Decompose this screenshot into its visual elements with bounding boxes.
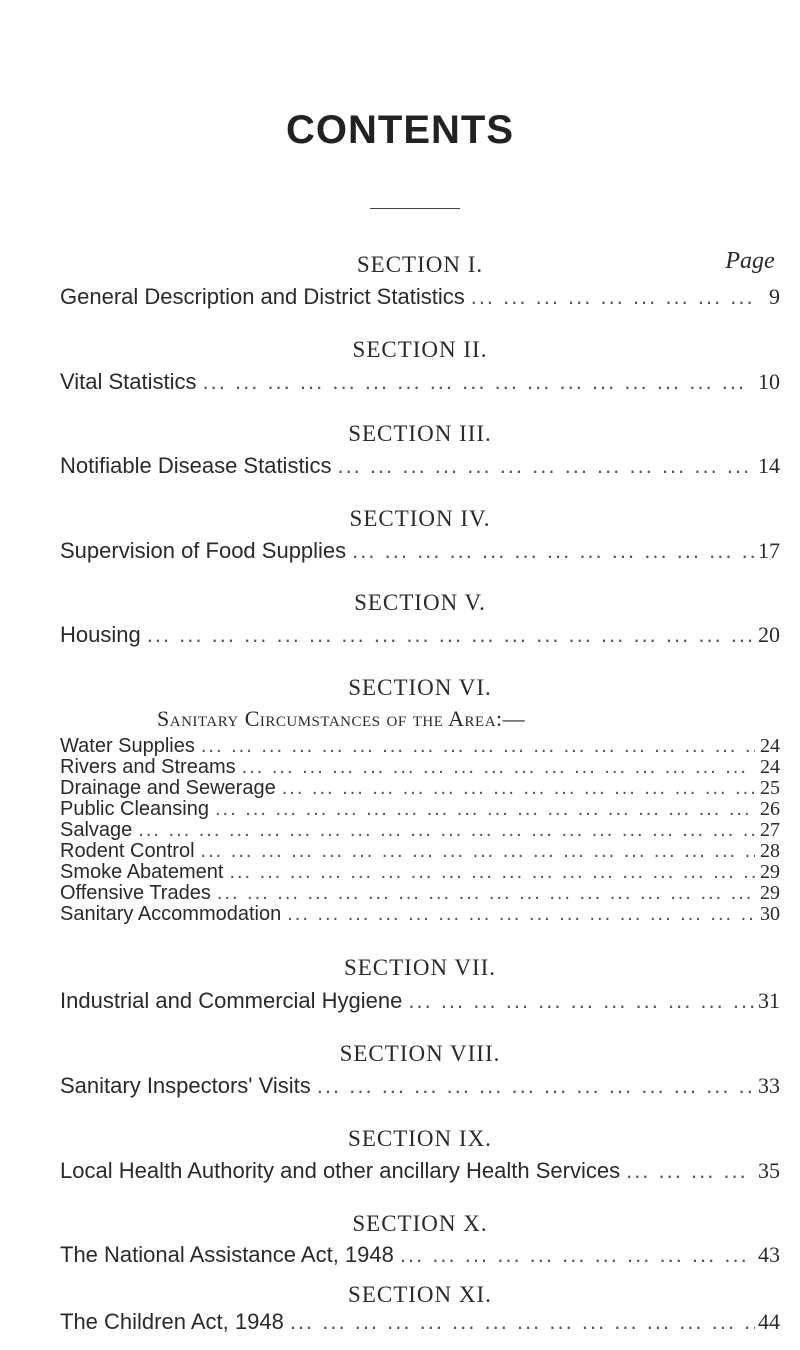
dot-leader [471, 284, 755, 310]
toc-page-number: 14 [758, 453, 780, 478]
dot-leader [287, 904, 755, 924]
toc-page-number: 20 [758, 622, 780, 647]
toc-entry-label: The National Assistance Act, 1948 [60, 1242, 394, 1267]
dot-leader [282, 778, 755, 798]
toc-entry[interactable] [60, 1309, 780, 1335]
dot-leader [290, 1309, 755, 1335]
toc-entry-label: Offensive Trades [60, 882, 211, 904]
dot-leader [147, 622, 755, 648]
toc-entry[interactable] [60, 369, 780, 395]
toc-page-number: 35 [758, 1158, 780, 1183]
toc-entry[interactable] [60, 756, 780, 778]
toc-entry[interactable] [60, 798, 780, 820]
toc-page-number: 28 [760, 840, 780, 862]
toc-entry-label: Rodent Control [60, 840, 195, 862]
dot-leader [201, 736, 755, 756]
title-divider [370, 208, 460, 209]
toc-entry[interactable] [60, 903, 780, 925]
toc-page-number: 30 [760, 903, 780, 925]
toc-entry[interactable] [60, 861, 780, 883]
section-heading: SECTION VII. [343, 955, 497, 980]
dot-leader [203, 369, 755, 395]
toc-entry-label: General Description and District Statistics [60, 284, 465, 309]
toc-page-number: 9 [769, 284, 780, 309]
toc-entry[interactable] [60, 453, 780, 479]
toc-page-number: 31 [758, 988, 780, 1013]
toc-entry[interactable] [60, 538, 780, 564]
toc-page-number: 10 [758, 369, 780, 394]
section-subheading-text: Sanitary Circumstances of the Area:— [157, 706, 526, 731]
page-title: CONTENTS [286, 108, 514, 152]
dot-leader [215, 799, 755, 819]
toc-page-number: 33 [758, 1073, 780, 1098]
dot-leader [201, 841, 755, 861]
toc-entry[interactable] [60, 1242, 780, 1268]
toc-page-number: 25 [760, 777, 780, 799]
toc-entry[interactable] [60, 1073, 780, 1099]
toc-page-number: 29 [760, 861, 780, 883]
section-heading: SECTION VIII. [339, 1041, 501, 1066]
section-heading: SECTION IV. [349, 506, 491, 531]
section-heading: SECTION II. [352, 337, 488, 362]
toc-entry-label: Housing [60, 622, 141, 647]
toc-entry[interactable] [60, 284, 780, 310]
toc-page-number: 27 [760, 819, 780, 841]
dot-leader [626, 1158, 755, 1184]
toc-entry-label: The Children Act, 1948 [60, 1309, 284, 1334]
toc-entry-label: Water Supplies [60, 735, 195, 757]
toc-page-number: 44 [758, 1309, 780, 1334]
section-heading: SECTION I. [356, 252, 484, 277]
dot-leader [337, 453, 755, 479]
dot-leader [408, 988, 755, 1014]
toc-entry-label: Vital Statistics [60, 369, 197, 394]
toc-page-number: 43 [758, 1242, 780, 1267]
toc-entry-label: Salvage [60, 819, 133, 841]
dot-leader [352, 538, 755, 564]
toc-entry-label: Local Health Authority and other ancillary Health Services [60, 1158, 621, 1183]
dot-leader [317, 1073, 755, 1099]
dot-leader [138, 820, 755, 840]
toc-page-number: 17 [758, 538, 780, 563]
section-heading: SECTION XI. [348, 1282, 492, 1307]
toc-entry[interactable] [60, 622, 780, 648]
dot-leader [242, 757, 755, 777]
toc-entry[interactable] [60, 819, 780, 841]
toc-entry[interactable] [60, 777, 780, 799]
toc-entry-label: Smoke Abatement [60, 861, 224, 883]
toc-entry-label: Drainage and Sewerage [60, 777, 276, 799]
section-heading: SECTION VI. [348, 675, 492, 700]
section-heading: SECTION X. [352, 1211, 488, 1236]
toc-entry-label: Rivers and Streams [60, 756, 236, 778]
dot-leader [229, 862, 755, 882]
section-heading: SECTION IX. [348, 1126, 492, 1151]
toc-page-number: 24 [760, 756, 780, 778]
toc-page-number: 26 [760, 798, 780, 820]
toc-entry-label: Public Cleansing [60, 798, 209, 820]
toc-page-number: 29 [760, 882, 780, 904]
toc-entry[interactable] [60, 840, 780, 862]
toc-entry[interactable] [60, 1158, 780, 1184]
dot-leader [217, 883, 755, 903]
dot-leader [400, 1242, 755, 1268]
toc-entry[interactable] [60, 882, 780, 904]
toc-entry-label: Industrial and Commercial Hygiene [60, 988, 403, 1013]
toc-entry-label: Sanitary Inspectors' Visits [60, 1073, 311, 1098]
toc-entry-label: Sanitary Accommodation [60, 903, 282, 925]
page-column-label: Page [725, 248, 775, 274]
toc-entry[interactable] [60, 735, 780, 757]
section-heading: SECTION V. [354, 590, 486, 615]
toc-page-number: 24 [760, 735, 780, 757]
toc-entry-label: Notifiable Disease Statistics [60, 453, 332, 478]
section-subheading [157, 706, 757, 732]
toc-entry-label: Supervision of Food Supplies [60, 538, 347, 563]
toc-entry[interactable] [60, 988, 780, 1014]
section-heading: SECTION III. [348, 421, 492, 446]
